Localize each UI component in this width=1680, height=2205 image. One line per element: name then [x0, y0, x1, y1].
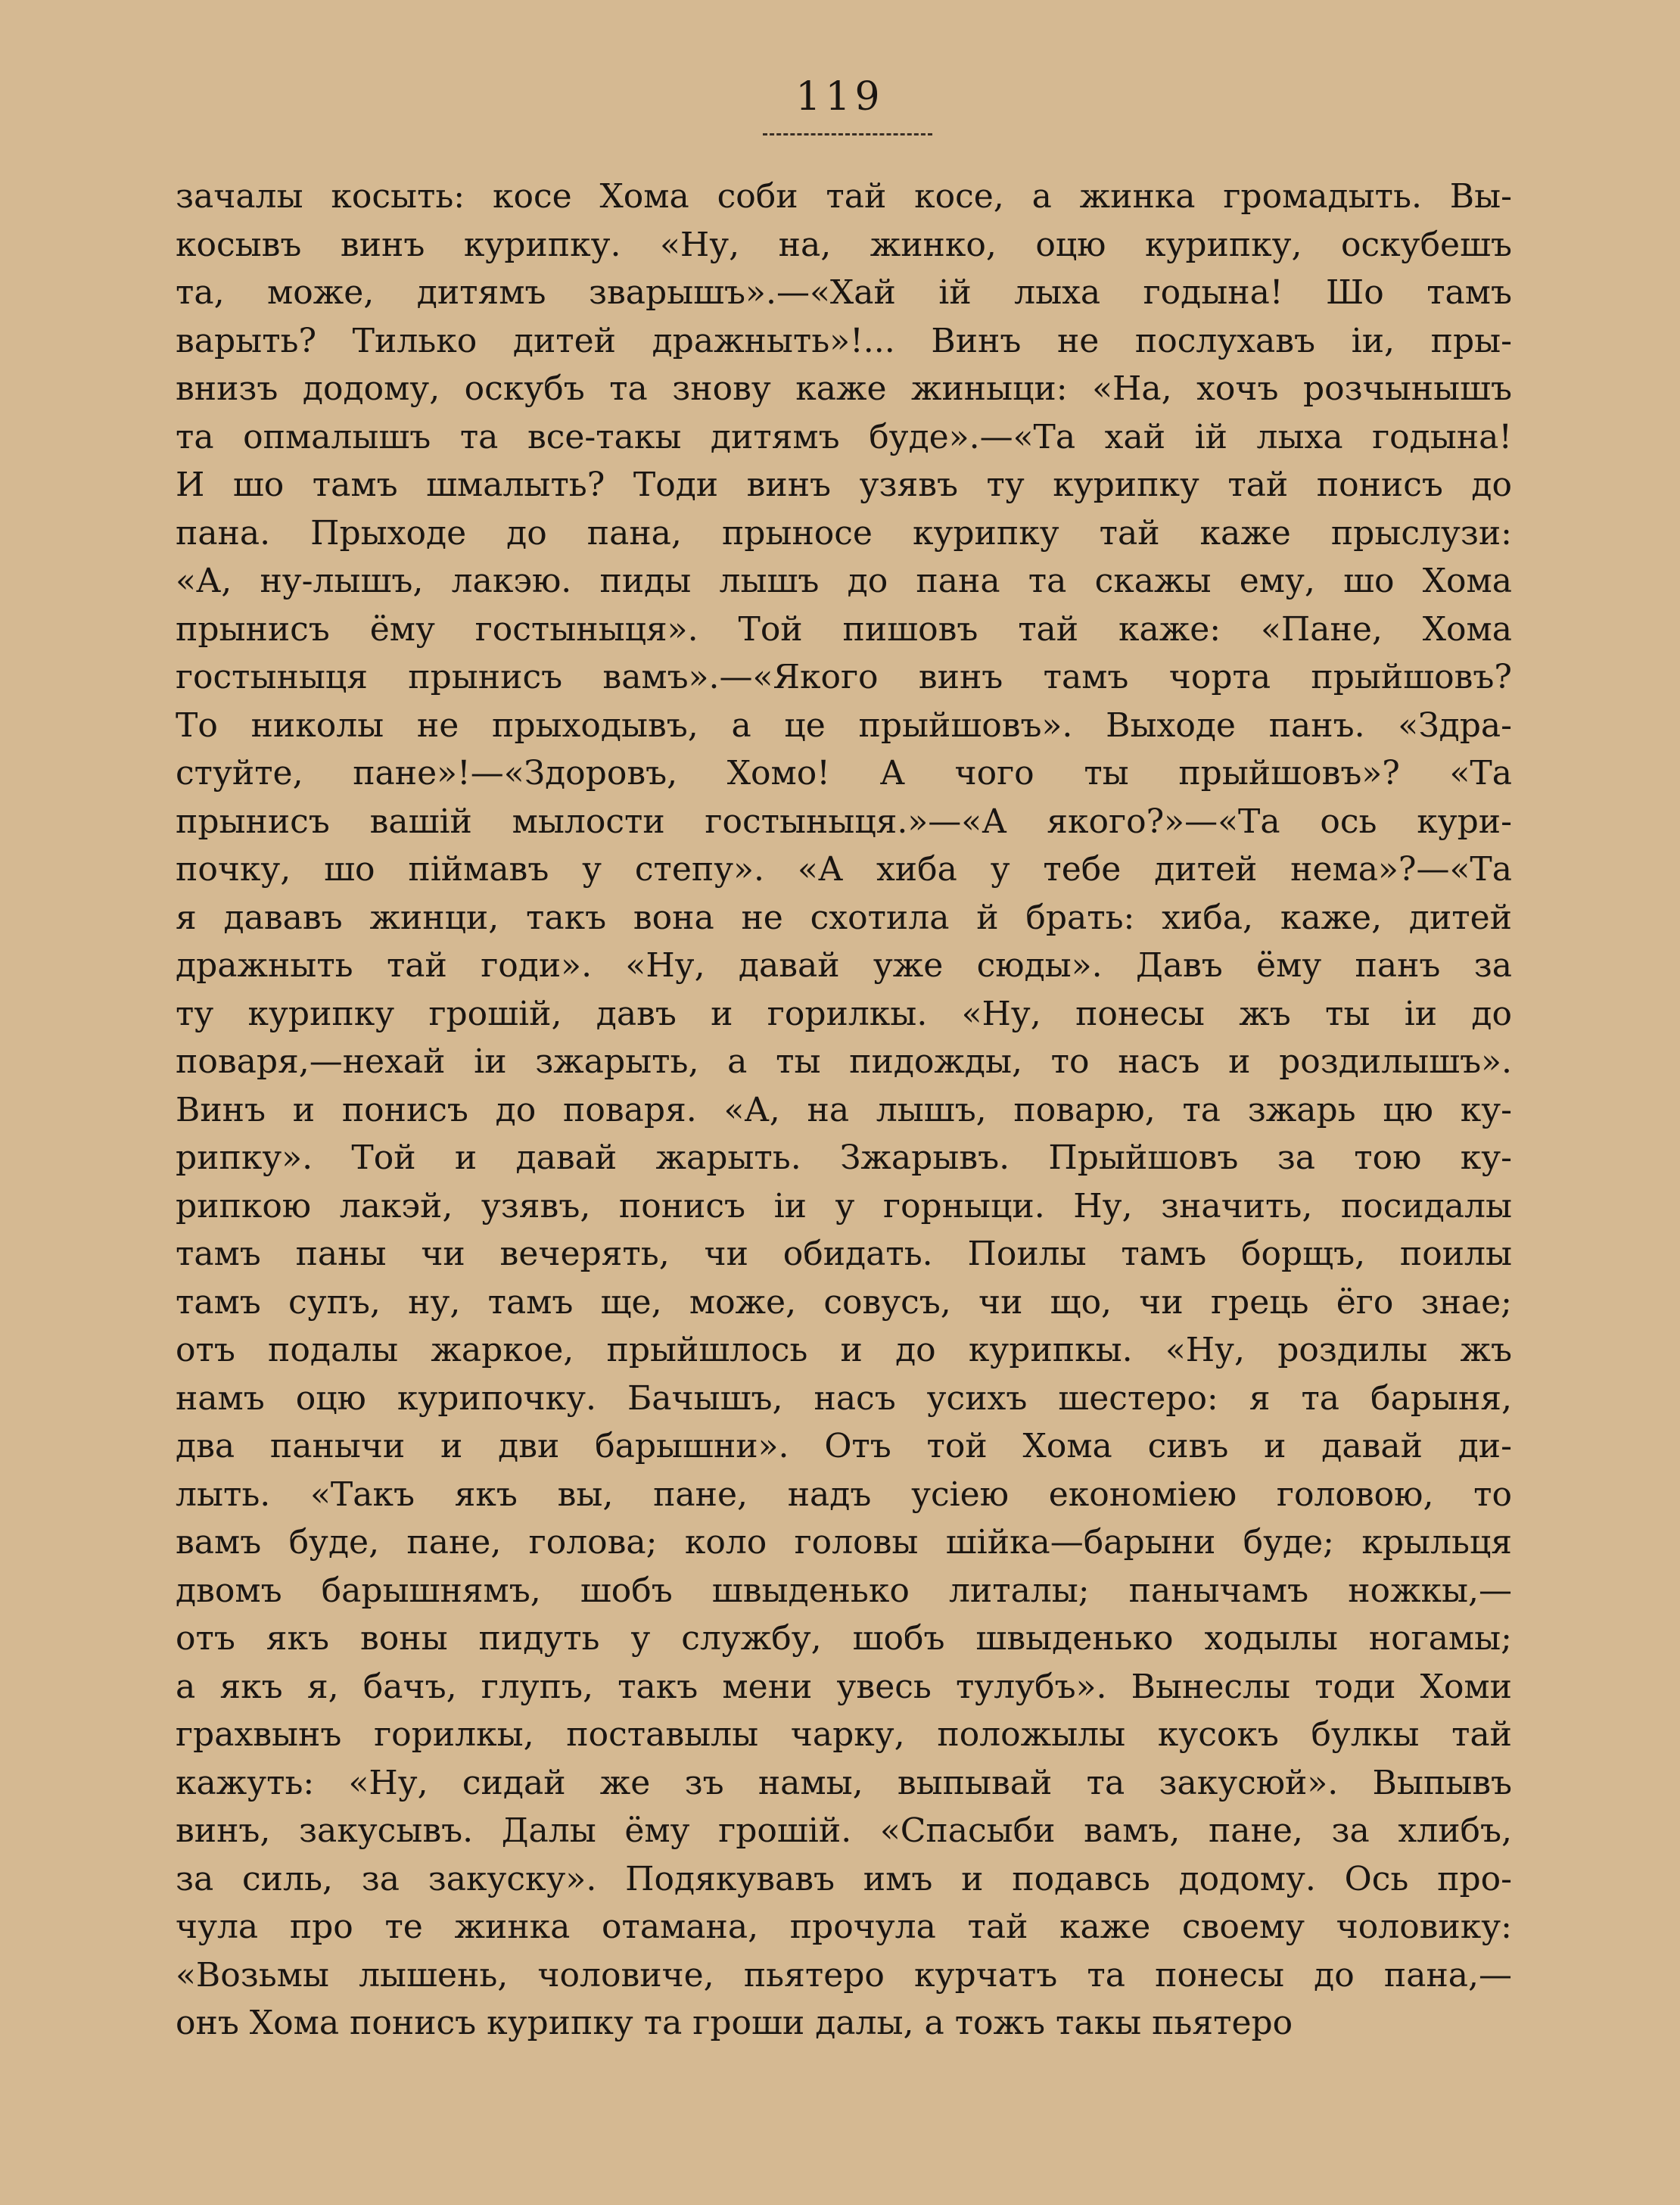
text-line: «А, ну-лышъ, лакэю. пиды лышъ до пана та скажы ему, шо Хома [176, 562, 1512, 600]
text-line: чула про те жинка отамана, прочула тай каже своему чоловику: [176, 1908, 1512, 1946]
text-line: вамъ буде, пане, голова; коло головы шійка—барыни буде; крыльця [176, 1523, 1512, 1562]
text-line: тамъ супъ, ну, тамъ ще, може, совусъ, чи що, чи грець ёго знае; [176, 1282, 1512, 1322]
text-line: а якъ я, бачъ, глупъ, такъ мени увесь тулубъ». Вынеслы тоди Хоми [176, 1667, 1512, 1706]
text-line: гостыныця прынисъ вамъ».—«Якого винъ тамъ чорта прыйшовъ? [176, 658, 1512, 696]
text-line: То николы не прыходывъ, а це прыйшовъ». Выходе панъ. «Здра- [176, 705, 1512, 745]
text-line: отъ якъ воны пидуть у службу, шобъ швыденько ходылы ногамы; [176, 1619, 1512, 1658]
text-line: тамъ паны чи вечерять, чи обидать. Поилы тамъ борщъ, поилы [176, 1235, 1512, 1273]
text-line: зачалы косыть: косе Хома соби тай косе, а жинка громадыть. Вы- [176, 177, 1512, 216]
text-line: за силь, за закуску». Подякувавъ имъ и подавсь додому. Ось про- [176, 1859, 1512, 1898]
text-line: грахвынъ горилкы, поставылы чарку, положылы кусокъ булкы тай [176, 1715, 1512, 1754]
text-line: косывъ винъ курипку. «Ну, на, жинко, оцю курипку, оскубешъ [176, 225, 1512, 264]
text-line: внизъ додому, оскубъ та знову каже жиныци: «На, хочъ розчынышъ [176, 369, 1512, 408]
text-line: намъ оцю курипочку. Бачышъ, насъ усихъ шестеро: я та барыня, [176, 1378, 1512, 1418]
page-number: 119 [795, 74, 885, 120]
text-line: ту курипку грошій, давъ и горилкы. «Ну, понесы жъ ты іи до [176, 994, 1512, 1033]
text-line: дражныть тай годи». «Ну, давай уже сюды». Давъ ёму панъ за [176, 946, 1512, 985]
text-line: прынисъ ёму гостыныця». Той пишовъ тай каже: «Пане, Хома [176, 609, 1512, 649]
text-line: двомъ барышнямъ, шобъ швыденько литалы; панычамъ ножкы,— [176, 1571, 1512, 1610]
header-rule [763, 133, 932, 135]
text-line: рипку». Той и давай жарыть. Зжарывъ. Прыйшовъ за тою ку- [176, 1138, 1512, 1177]
text-line: стуйте, пане»!—«Здоровъ, Хомо! А чого ты прыйшовъ»? «Та [176, 754, 1512, 793]
text-line: я дававъ жинци, такъ вона не схотила й брать: хиба, каже, дитей [176, 898, 1512, 937]
text-line: И шо тамъ шмалыть? Тоди винъ узявъ ту курипку тай понисъ до [176, 466, 1512, 504]
text-line: рипкою лакэй, узявъ, понисъ іи у горныци. Ну, значить, посидалы [176, 1186, 1512, 1226]
text-line: пана. Прыходе до пана, прыносе курипку тай каже прыслузи: [176, 513, 1512, 553]
text-line: почку, шо піймавъ у степу». «А хиба у тебе дитей нема»?—«Та [176, 850, 1512, 889]
text-line: «Возьмы лышень, чоловиче, пьятеро курчатъ та понесы до пана,— [176, 1955, 1512, 1995]
text-line: Винъ и понисъ до поваря. «А, на лышъ, поварю, та зжарь цю ку- [176, 1090, 1512, 1129]
text-line: два панычи и дви барышни». Отъ той Хома сивъ и давай ди- [176, 1427, 1512, 1465]
text-line: та опмалышъ та все-такы дитямъ буде».—«Та хай ій лыха годына! [176, 417, 1512, 456]
text-line: та, може, дитямъ зварышъ».—«Хай ій лыха годына! Шо тамъ [176, 273, 1512, 312]
text-line: поваря,—нехай іи зжарыть, а ты пидожды, то насъ и роздилышъ». [176, 1042, 1512, 1081]
text-line: кажуть: «Ну, сидай же зъ намы, выпывай та закусюй». Выпывъ [176, 1763, 1512, 1802]
text-line: варыть? Тилько дитей дражныть»!... Винъ не послухавъ іи, пры- [176, 321, 1512, 360]
text-line: отъ подалы жаркое, прыйшлось и до курипкы. «Ну, роздилы жъ [176, 1331, 1512, 1369]
text-line: онъ Хома понисъ курипку та гроши далы, а тожъ такы пьятеро [176, 2004, 1293, 2042]
text-line: лыть. «Такъ якъ вы, пане, надъ усіею економіею головою, то [176, 1475, 1512, 1514]
body-text [176, 173, 1512, 2048]
text-line: винъ, закусывъ. Далы ёму грошій. «Спасыби вамъ, пане, за хлибъ, [176, 1811, 1512, 1850]
text-line: прынисъ вашій мылости гостыныця.»—«А якого?»—«Та ось кури- [176, 802, 1512, 841]
